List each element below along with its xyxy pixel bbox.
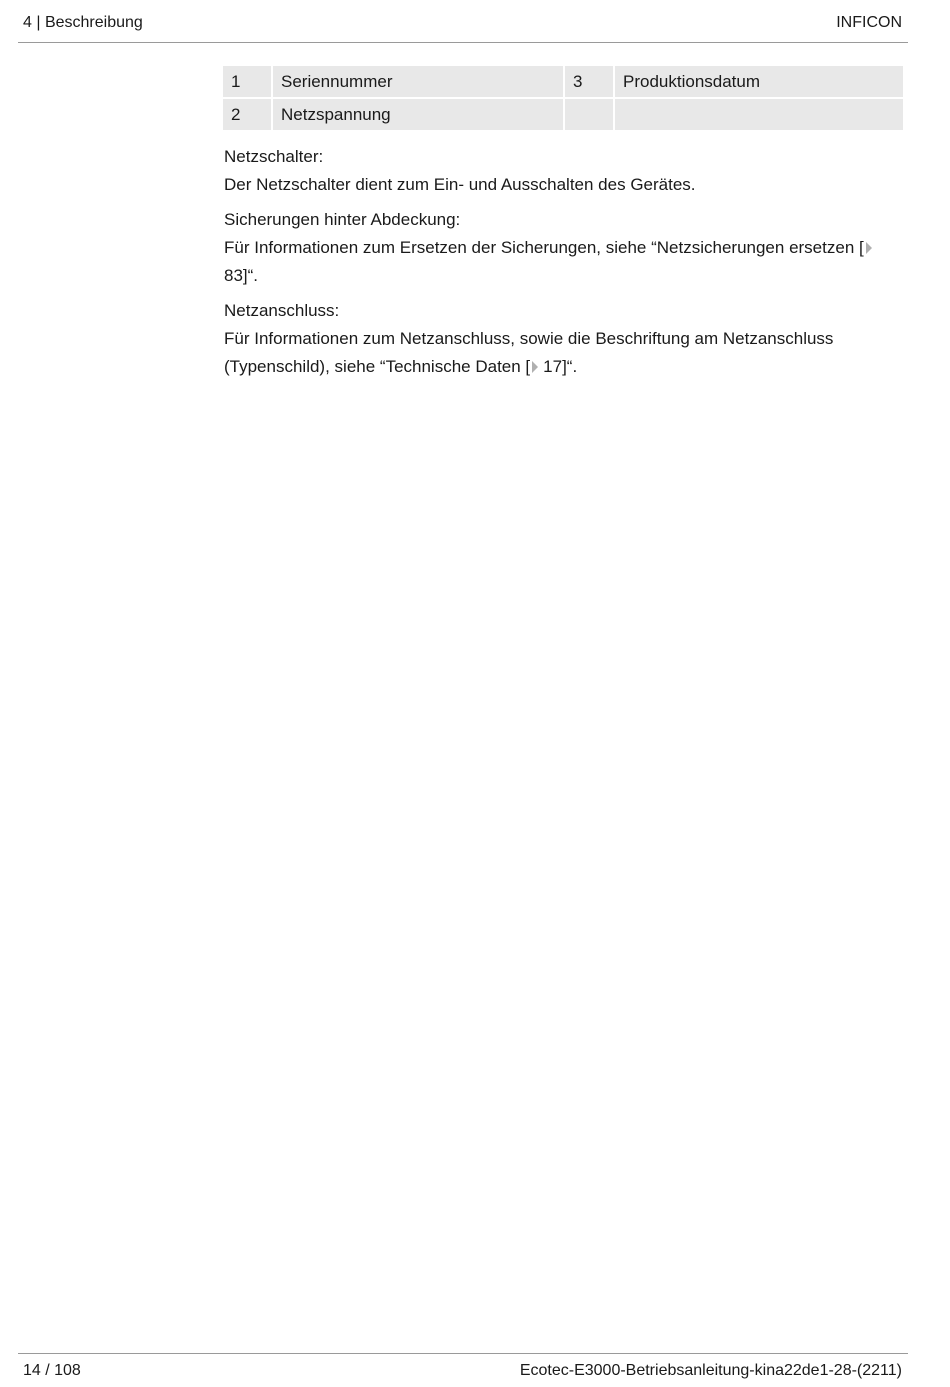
table-row xyxy=(223,99,903,132)
legend-number: 2 xyxy=(223,99,273,132)
legend-label: Produktionsdatum xyxy=(615,66,903,99)
cross-reference-icon xyxy=(866,242,872,254)
netzanschluss-page-link[interactable]: 17 xyxy=(543,357,563,376)
netzschalter-title: Netzschalter: xyxy=(224,147,324,166)
netzanschluss-title: Netzanschluss: xyxy=(224,301,340,320)
legend-number xyxy=(565,99,615,132)
table-row xyxy=(223,66,903,99)
sicherungen-title: Sicherungen hinter Abdeckung: xyxy=(224,210,461,229)
netzanschluss-paragraph xyxy=(224,297,904,381)
document-name: Ecotec-E3000-Betriebsanleitung-kina22de1-28-(2211) xyxy=(519,1362,902,1379)
netzschalter-paragraph xyxy=(224,143,904,199)
brand-name: INFICON xyxy=(836,14,902,31)
legend-label: Seriennummer xyxy=(273,66,565,99)
netzschalter-text: Der Netzschalter dient zum Ein- und Ausschalten des Gerätes. xyxy=(224,175,696,194)
page-footer xyxy=(18,1353,908,1379)
page-number: 14 / 108 xyxy=(23,1362,81,1379)
legend-number: 1 xyxy=(223,66,273,99)
sicherungen-text-end: ]“. xyxy=(242,266,259,285)
section-title: 4 | Beschreibung xyxy=(23,14,143,31)
netzanschluss-text: Für Informationen zum Netzanschluss, sowie die Beschriftung am Netzanschluss (Typenschild), siehe “Technische Daten [ xyxy=(224,329,834,376)
legend-table xyxy=(223,66,903,132)
sicherungen-paragraph xyxy=(224,206,904,290)
cross-reference-icon xyxy=(532,361,538,373)
legend-label xyxy=(615,99,903,132)
main-content xyxy=(224,143,904,388)
legend-label: Netzspannung xyxy=(273,99,565,132)
sicherungen-text: Für Informationen zum Ersetzen der Sicherungen, siehe “Netzsicherungen ersetzen [ xyxy=(224,238,864,257)
legend-number: 3 xyxy=(565,66,615,99)
netzanschluss-text-end: ]“. xyxy=(562,357,578,376)
sicherungen-page-link[interactable]: 83 xyxy=(224,266,243,285)
page-header xyxy=(18,0,908,43)
